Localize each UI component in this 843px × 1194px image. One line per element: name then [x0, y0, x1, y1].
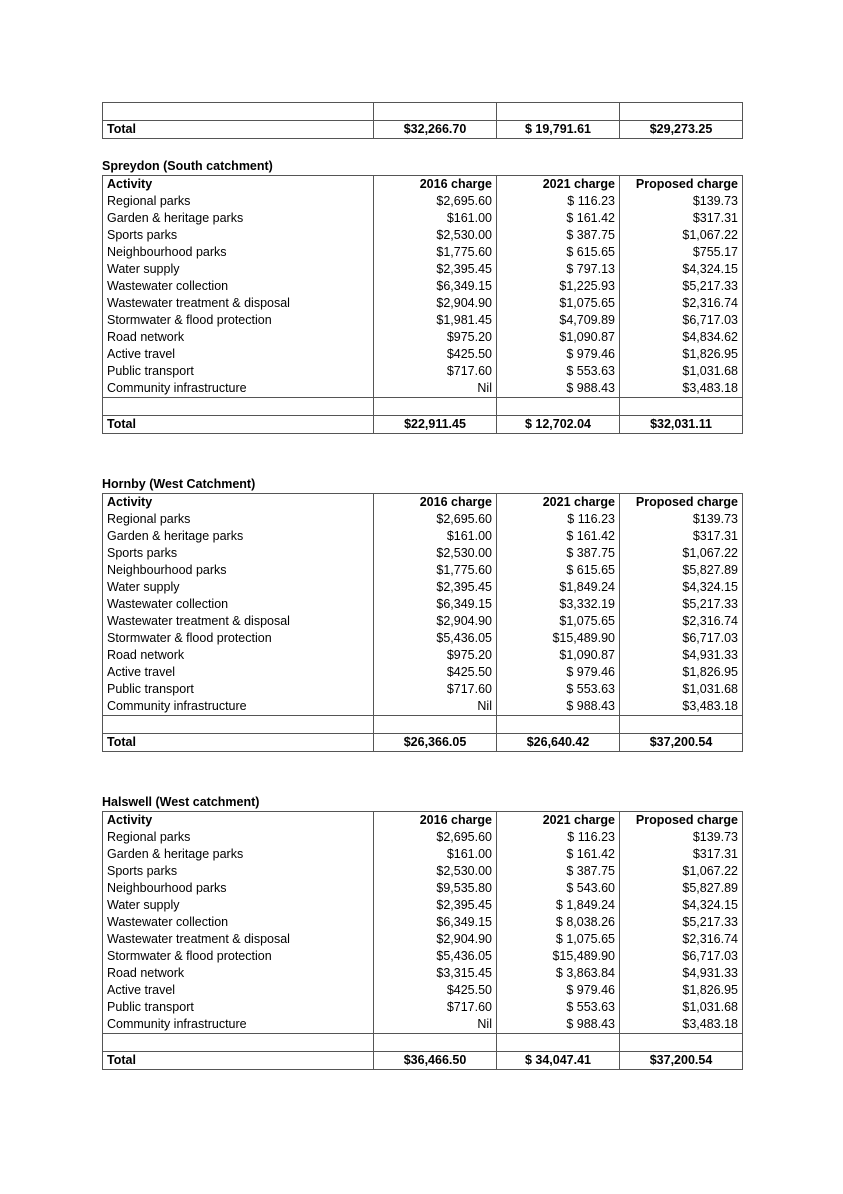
- section-0: [102, 157, 742, 434]
- proposed-charge-cell: $4,834.62: [620, 329, 743, 346]
- charge-2021-cell: $ 615.65: [497, 244, 620, 261]
- activity-cell: Community infrastructure: [103, 698, 374, 716]
- proposed-charge-cell: $4,931.33: [620, 647, 743, 664]
- table-row: [103, 511, 743, 528]
- activity-cell: Active travel: [103, 982, 374, 999]
- charge-2016-cell: $975.20: [374, 647, 497, 664]
- table-row: [103, 545, 743, 562]
- charge-2021-cell: $ 387.75: [497, 863, 620, 880]
- proposed-charge-cell: $139.73: [620, 511, 743, 528]
- proposed-charge-cell: $3,483.18: [620, 1016, 743, 1034]
- charge-2016-cell: $2,395.45: [374, 261, 497, 278]
- charge-2021-cell: $1,849.24: [497, 579, 620, 596]
- header-row: [103, 494, 743, 512]
- total-proposed: $32,031.11: [620, 416, 743, 434]
- table-row: [103, 681, 743, 698]
- activity-cell: Garden & heritage parks: [103, 846, 374, 863]
- charge-2016-cell: $161.00: [374, 528, 497, 545]
- header-2021: 2021 charge: [497, 494, 620, 512]
- activity-cell: Wastewater collection: [103, 596, 374, 613]
- charge-2021-cell: $ 8,038.26: [497, 914, 620, 931]
- charge-2021-cell: $ 1,849.24: [497, 897, 620, 914]
- charge-2016-cell: $161.00: [374, 846, 497, 863]
- charge-2021-cell: $ 116.23: [497, 193, 620, 210]
- table-row: [103, 630, 743, 647]
- charge-2016-cell: $425.50: [374, 982, 497, 999]
- charge-2016-cell: $2,695.60: [374, 829, 497, 846]
- total-2016: $26,366.05: [374, 734, 497, 752]
- proposed-charge-cell: $4,324.15: [620, 261, 743, 278]
- total-row: [103, 416, 743, 434]
- table-row: [103, 261, 743, 278]
- blank-row: [103, 716, 743, 734]
- charge-2021-cell: $ 161.42: [497, 528, 620, 545]
- activity-cell: Stormwater & flood protection: [103, 630, 374, 647]
- header-2016: 2016 charge: [374, 812, 497, 830]
- charge-2021-cell: $ 553.63: [497, 681, 620, 698]
- activity-cell: Stormwater & flood protection: [103, 312, 374, 329]
- charge-2021-cell: $ 797.13: [497, 261, 620, 278]
- charge-2021-cell: $ 1,075.65: [497, 931, 620, 948]
- charge-2021-cell: $ 979.46: [497, 664, 620, 681]
- proposed-charge-cell: $317.31: [620, 528, 743, 545]
- header-activity: Activity: [103, 176, 374, 194]
- proposed-charge-cell: $2,316.74: [620, 295, 743, 312]
- charges-table: [102, 811, 743, 1070]
- section-1: [102, 475, 742, 752]
- charge-2016-cell: $2,695.60: [374, 193, 497, 210]
- table-row: [103, 210, 743, 227]
- charge-2021-cell: $1,075.65: [497, 295, 620, 312]
- proposed-charge-cell: $5,217.33: [620, 278, 743, 295]
- proposed-charge-cell: $4,931.33: [620, 965, 743, 982]
- activity-cell: Stormwater & flood protection: [103, 948, 374, 965]
- proposed-charge-cell: $6,717.03: [620, 630, 743, 647]
- header-proposed: Proposed charge: [620, 812, 743, 830]
- section-2: [102, 793, 742, 1070]
- activity-cell: Sports parks: [103, 545, 374, 562]
- charge-2021-cell: $ 116.23: [497, 829, 620, 846]
- charge-2021-cell: $ 553.63: [497, 363, 620, 380]
- table-row: [103, 829, 743, 846]
- charge-2021-cell: $15,489.90: [497, 630, 620, 647]
- table-row: [103, 846, 743, 863]
- charge-2021-cell: $4,709.89: [497, 312, 620, 329]
- charge-2016-cell: $5,436.05: [374, 630, 497, 647]
- total-2016: $32,266.70: [374, 121, 497, 139]
- blank-row: [103, 398, 743, 416]
- activity-cell: Regional parks: [103, 193, 374, 210]
- table-row: [103, 965, 743, 982]
- activity-cell: Regional parks: [103, 511, 374, 528]
- activity-cell: Road network: [103, 329, 374, 346]
- total-2016: $36,466.50: [374, 1052, 497, 1070]
- table-row: [103, 528, 743, 545]
- total-2021: $ 12,702.04: [497, 416, 620, 434]
- proposed-charge-cell: $139.73: [620, 193, 743, 210]
- charge-2016-cell: $425.50: [374, 346, 497, 363]
- charge-2021-cell: $ 116.23: [497, 511, 620, 528]
- total-label: Total: [103, 1052, 374, 1070]
- charge-2016-cell: $717.60: [374, 363, 497, 380]
- proposed-charge-cell: $4,324.15: [620, 579, 743, 596]
- proposed-charge-cell: $3,483.18: [620, 380, 743, 398]
- charge-2021-cell: $1,225.93: [497, 278, 620, 295]
- table-row: [103, 931, 743, 948]
- proposed-charge-cell: $1,031.68: [620, 681, 743, 698]
- charges-table: [102, 493, 743, 752]
- activity-cell: Garden & heritage parks: [103, 528, 374, 545]
- table-row: [103, 999, 743, 1016]
- total-row: [103, 734, 743, 752]
- charge-2021-cell: $1,090.87: [497, 647, 620, 664]
- activity-cell: Active travel: [103, 346, 374, 363]
- charge-2016-cell: $6,349.15: [374, 278, 497, 295]
- header-2016: 2016 charge: [374, 176, 497, 194]
- activity-cell: Wastewater treatment & disposal: [103, 613, 374, 630]
- header-proposed: Proposed charge: [620, 176, 743, 194]
- proposed-charge-cell: $5,217.33: [620, 914, 743, 931]
- total-2021: $26,640.42: [497, 734, 620, 752]
- header-proposed: Proposed charge: [620, 494, 743, 512]
- charge-2016-cell: $2,530.00: [374, 863, 497, 880]
- activity-cell: Road network: [103, 965, 374, 982]
- proposed-charge-cell: $3,483.18: [620, 698, 743, 716]
- charge-2021-cell: $ 988.43: [497, 1016, 620, 1034]
- table-row: [103, 380, 743, 398]
- table-row: [103, 579, 743, 596]
- charge-2021-cell: $1,075.65: [497, 613, 620, 630]
- total-2021: $ 34,047.41: [497, 1052, 620, 1070]
- activity-cell: Neighbourhood parks: [103, 562, 374, 579]
- table-row: [103, 363, 743, 380]
- table-row: [103, 863, 743, 880]
- table-row: [103, 278, 743, 295]
- header-2021: 2021 charge: [497, 176, 620, 194]
- charge-2016-cell: $2,695.60: [374, 511, 497, 528]
- activity-cell: Sports parks: [103, 863, 374, 880]
- total-label: Total: [103, 121, 374, 139]
- proposed-charge-cell: $4,324.15: [620, 897, 743, 914]
- total-label: Total: [103, 734, 374, 752]
- charge-2016-cell: $717.60: [374, 999, 497, 1016]
- table-row: [103, 914, 743, 931]
- header-activity: Activity: [103, 494, 374, 512]
- charge-2016-cell: $1,775.60: [374, 562, 497, 579]
- activity-cell: Road network: [103, 647, 374, 664]
- blank-row: [103, 103, 743, 121]
- activity-cell: Neighbourhood parks: [103, 880, 374, 897]
- table-row: [103, 562, 743, 579]
- proposed-charge-cell: $6,717.03: [620, 948, 743, 965]
- table-row: [103, 647, 743, 664]
- charge-2021-cell: $ 988.43: [497, 698, 620, 716]
- proposed-charge-cell: $1,067.22: [620, 545, 743, 562]
- proposed-charge-cell: $1,826.95: [620, 664, 743, 681]
- header-activity: Activity: [103, 812, 374, 830]
- proposed-charge-cell: $5,827.89: [620, 562, 743, 579]
- charge-2016-cell: $717.60: [374, 681, 497, 698]
- charge-2016-cell: $6,349.15: [374, 914, 497, 931]
- activity-cell: Wastewater collection: [103, 914, 374, 931]
- activity-cell: Active travel: [103, 664, 374, 681]
- charge-2021-cell: $ 988.43: [497, 380, 620, 398]
- charge-2016-cell: $6,349.15: [374, 596, 497, 613]
- table-row: [103, 698, 743, 716]
- charge-2016-cell: $2,395.45: [374, 897, 497, 914]
- charge-2016-cell: $2,904.90: [374, 295, 497, 312]
- activity-cell: Water supply: [103, 579, 374, 596]
- total-proposed: $37,200.54: [620, 1052, 743, 1070]
- charge-2016-cell: Nil: [374, 1016, 497, 1034]
- charge-2021-cell: $ 387.75: [497, 227, 620, 244]
- proposed-charge-cell: $2,316.74: [620, 931, 743, 948]
- proposed-charge-cell: $317.31: [620, 846, 743, 863]
- charge-2016-cell: $975.20: [374, 329, 497, 346]
- table-row: [103, 312, 743, 329]
- charge-2016-cell: Nil: [374, 698, 497, 716]
- table-row: [103, 664, 743, 681]
- activity-cell: Community infrastructure: [103, 1016, 374, 1034]
- table-row: [103, 227, 743, 244]
- activity-cell: Public transport: [103, 999, 374, 1016]
- table-row: [103, 1016, 743, 1034]
- table-row: [103, 880, 743, 897]
- charge-2021-cell: $ 615.65: [497, 562, 620, 579]
- proposed-charge-cell: $2,316.74: [620, 613, 743, 630]
- total-label: Total: [103, 416, 374, 434]
- charge-2016-cell: $161.00: [374, 210, 497, 227]
- charge-2016-cell: $2,904.90: [374, 613, 497, 630]
- charge-2021-cell: $1,090.87: [497, 329, 620, 346]
- table-row: [103, 948, 743, 965]
- proposed-charge-cell: $1,031.68: [620, 999, 743, 1016]
- activity-cell: Water supply: [103, 261, 374, 278]
- table-row: [103, 346, 743, 363]
- charge-2016-cell: $1,775.60: [374, 244, 497, 261]
- top-total-table: [102, 102, 742, 139]
- proposed-charge-cell: $139.73: [620, 829, 743, 846]
- proposed-charge-cell: $1,067.22: [620, 863, 743, 880]
- header-row: [103, 812, 743, 830]
- charge-2021-cell: $ 979.46: [497, 346, 620, 363]
- table-row: [103, 329, 743, 346]
- proposed-charge-cell: $5,217.33: [620, 596, 743, 613]
- charge-2021-cell: $ 161.42: [497, 210, 620, 227]
- activity-cell: Public transport: [103, 681, 374, 698]
- proposed-charge-cell: $1,031.68: [620, 363, 743, 380]
- proposed-charge-cell: $1,826.95: [620, 346, 743, 363]
- charge-2021-cell: $ 543.60: [497, 880, 620, 897]
- charge-2021-cell: $15,489.90: [497, 948, 620, 965]
- activity-cell: Sports parks: [103, 227, 374, 244]
- charge-2021-cell: $ 387.75: [497, 545, 620, 562]
- charge-2016-cell: $9,535.80: [374, 880, 497, 897]
- activity-cell: Community infrastructure: [103, 380, 374, 398]
- charge-2016-cell: Nil: [374, 380, 497, 398]
- total-2021: $ 19,791.61: [497, 121, 620, 139]
- activity-cell: Water supply: [103, 897, 374, 914]
- charge-2016-cell: $2,530.00: [374, 227, 497, 244]
- charge-2016-cell: $2,904.90: [374, 931, 497, 948]
- proposed-charge-cell: $6,717.03: [620, 312, 743, 329]
- proposed-charge-cell: $5,827.89: [620, 880, 743, 897]
- proposed-charge-cell: $755.17: [620, 244, 743, 261]
- table-row: [103, 897, 743, 914]
- proposed-charge-cell: $317.31: [620, 210, 743, 227]
- charge-2021-cell: $ 553.63: [497, 999, 620, 1016]
- charge-2021-cell: $ 3,863.84: [497, 965, 620, 982]
- activity-cell: Public transport: [103, 363, 374, 380]
- header-row: [103, 176, 743, 194]
- charges-table: [102, 175, 743, 434]
- charge-2021-cell: $ 979.46: [497, 982, 620, 999]
- charge-2016-cell: $2,395.45: [374, 579, 497, 596]
- charge-2016-cell: $5,436.05: [374, 948, 497, 965]
- total-2016: $22,911.45: [374, 416, 497, 434]
- total-row: [103, 1052, 743, 1070]
- charge-2016-cell: $3,315.45: [374, 965, 497, 982]
- charge-2021-cell: $ 161.42: [497, 846, 620, 863]
- proposed-charge-cell: $1,826.95: [620, 982, 743, 999]
- charge-2016-cell: $425.50: [374, 664, 497, 681]
- activity-cell: Wastewater collection: [103, 278, 374, 295]
- charge-2016-cell: $1,981.45: [374, 312, 497, 329]
- proposed-charge-cell: $1,067.22: [620, 227, 743, 244]
- total-proposed: $29,273.25: [620, 121, 743, 139]
- continued-table: [102, 102, 743, 139]
- table-row: [103, 613, 743, 630]
- table-row: [103, 596, 743, 613]
- section-title: Hornby (West Catchment): [102, 477, 256, 491]
- charge-2021-cell: $3,332.19: [497, 596, 620, 613]
- total-proposed: $37,200.54: [620, 734, 743, 752]
- table-row: [103, 295, 743, 312]
- table-row: [103, 244, 743, 261]
- charge-2016-cell: $2,530.00: [374, 545, 497, 562]
- section-title: Halswell (West catchment): [102, 795, 260, 809]
- section-title: Spreydon (South catchment): [102, 159, 273, 173]
- table-row: [103, 193, 743, 210]
- activity-cell: Wastewater treatment & disposal: [103, 295, 374, 312]
- blank-row: [103, 1034, 743, 1052]
- table-row: [103, 982, 743, 999]
- total-row: [103, 121, 743, 139]
- activity-cell: Wastewater treatment & disposal: [103, 931, 374, 948]
- header-2021: 2021 charge: [497, 812, 620, 830]
- activity-cell: Neighbourhood parks: [103, 244, 374, 261]
- activity-cell: Regional parks: [103, 829, 374, 846]
- header-2016: 2016 charge: [374, 494, 497, 512]
- activity-cell: Garden & heritage parks: [103, 210, 374, 227]
